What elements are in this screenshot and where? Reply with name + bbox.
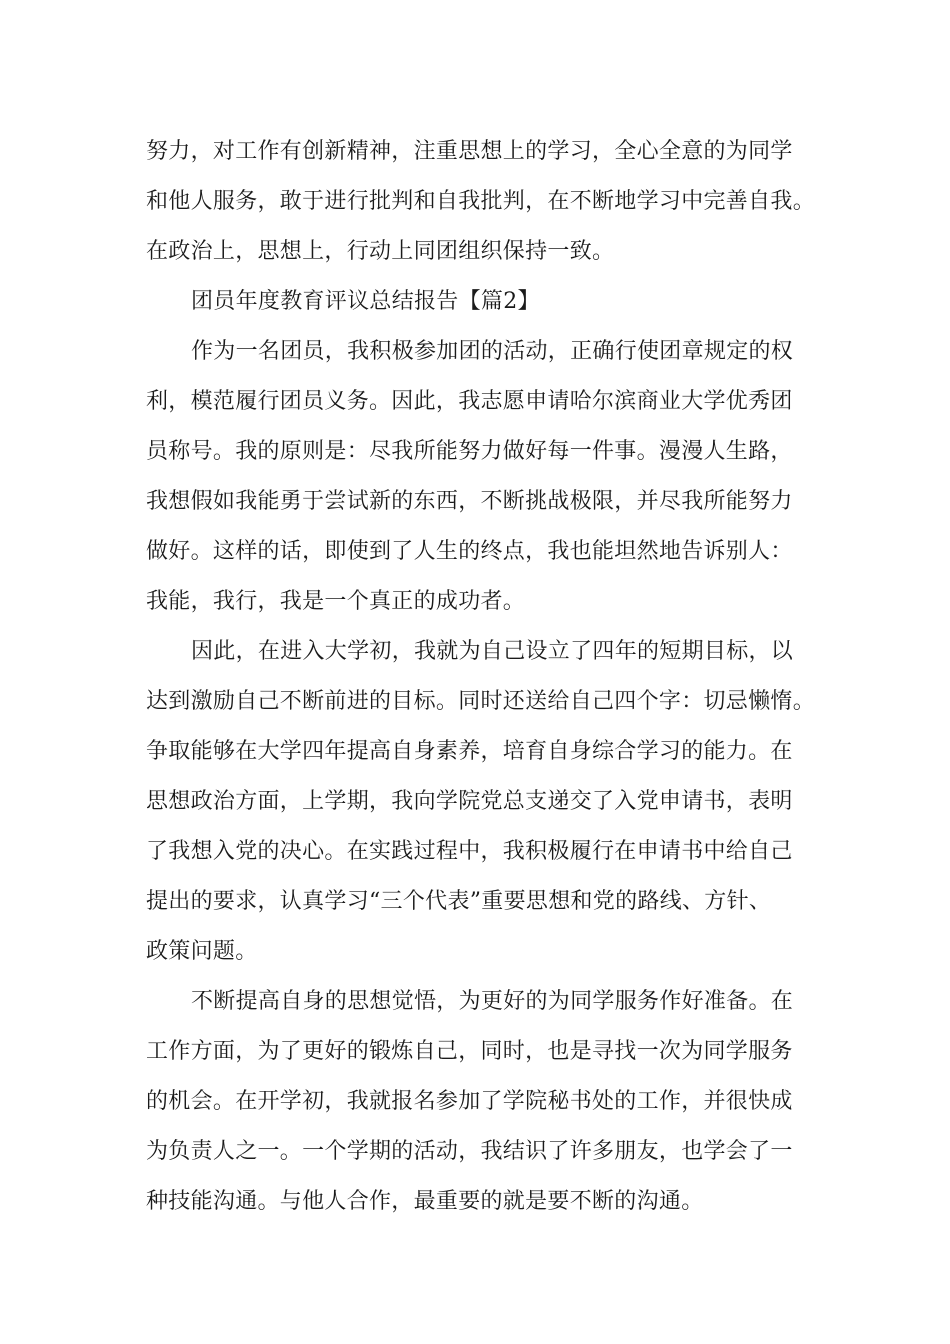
text-line: 思想政治方面，上学期，我向学院党总支递交了入党申请书，表明 [146,789,793,814]
text-line: 的机会。在开学初，我就报名参加了学院秘书处的工作，并很快成 [146,1089,793,1114]
text-line: 在政治上，思想上，行动上同团组织保持一致。 [146,239,615,264]
text-line: 工作方面，为了更好的锻炼自己，同时，也是寻找一次为同学服务 [146,1039,793,1064]
text-line: 政策问题。 [146,939,258,964]
text-line: 作为一名团员，我积极参加团的活动，正确行使团章规定的权 [191,339,794,364]
text-line: 努力，对工作有创新精神，注重思想上的学习，全心全意的为同学 [146,139,793,164]
text-line: 了我想入党的决心。在实践过程中，我积极履行在申请书中给自己 [146,839,793,864]
text-line: 做好。这样的话，即使到了人生的终点，我也能坦然地告诉别人： [146,539,793,564]
text-line: 我能，我行，我是一个真正的成功者。 [146,589,526,614]
text-line: 和他人服务，敢于进行批判和自我批判，在不断地学习中完善自我。 [146,189,816,214]
text-line: 因此，在进入大学初，我就为自己设立了四年的短期目标，以 [191,639,794,664]
text-line: 达到激励自己不断前进的目标。同时还送给自己四个字：切忌懒惰。 [146,689,816,714]
section-heading: 团员年度教育评议总结报告【篇2】 [191,289,540,314]
text-line: 不断提高自身的思想觉悟，为更好的为同学服务作好准备。在 [191,989,794,1014]
text-line: 利，模范履行团员义务。因此，我志愿申请哈尔滨商业大学优秀团 [146,389,793,414]
text-line: 种技能沟通。与他人合作，最重要的就是要不断的沟通。 [146,1189,704,1214]
text-line: 员称号。我的原则是：尽我所能努力做好每一件事。漫漫人生路， [146,439,793,464]
text-line: 为负责人之一。一个学期的活动，我结识了许多朋友，也学会了一 [146,1139,793,1164]
text-line: 我想假如我能勇于尝试新的东西，不断挑战极限，并尽我所能努力 [146,489,793,514]
text-line: 争取能够在大学四年提高自身素养，培育自身综合学习的能力。在 [146,739,793,764]
text-line: 提出的要求，认真学习“三个代表”重要思想和党的路线、方针、 [146,889,772,914]
